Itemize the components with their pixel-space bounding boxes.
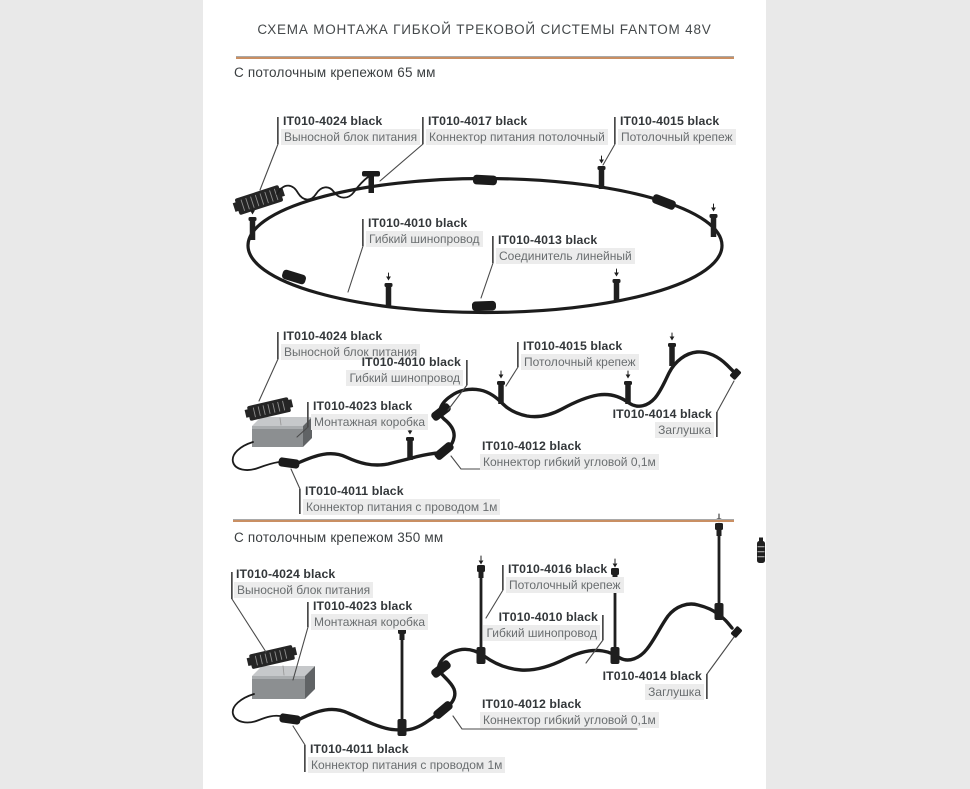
part-desc: Выносной блок питания	[281, 129, 420, 145]
diagram-wave-350	[231, 514, 765, 772]
part-desc: Гибкий шинопровод	[366, 231, 483, 247]
part-label-corner-connector	[480, 697, 659, 728]
part-desc: Коннектор гибкий угловой 0,1м	[480, 712, 659, 728]
part-code: IT010-4013 black	[498, 233, 598, 247]
part-desc: Потолочный крепеж	[521, 354, 639, 370]
part-desc: Соединитель линейный	[496, 248, 635, 264]
part-code: IT010-4017 black	[428, 114, 528, 128]
part-desc: Гибкий шинопровод	[483, 625, 600, 641]
divider-line	[233, 519, 734, 522]
part-desc: Монтажная коробка	[311, 414, 428, 430]
part-label-corner-connector	[480, 439, 659, 470]
part-code: IT010-4010 black	[498, 610, 598, 624]
part-label-ceiling-mount	[618, 114, 736, 145]
part-label-ceiling-connector	[426, 114, 608, 145]
part-code: IT010-4015 black	[620, 114, 720, 128]
part-label-mounting-box	[311, 399, 428, 430]
part-desc: Коннектор питания с проводом 1м	[303, 499, 500, 515]
part-label-mounting-box	[311, 599, 428, 630]
part-code: IT010-4010 black	[361, 355, 461, 369]
diagram-ellipse	[232, 117, 722, 313]
part-desc: Коннектор питания с проводом 1м	[308, 757, 505, 773]
part-code: IT010-4012 black	[482, 697, 582, 711]
part-code: IT010-4024 black	[283, 329, 383, 343]
part-label-end-cap	[601, 669, 704, 700]
part-label-power-connector	[308, 742, 505, 773]
part-code: IT010-4014 black	[602, 669, 702, 683]
part-label-linear-joint	[496, 233, 635, 264]
part-code: IT010-4023 black	[313, 399, 413, 413]
part-code: IT010-4011 black	[305, 484, 404, 498]
part-code: IT010-4015 black	[523, 339, 623, 353]
part-desc: Выносной блок питания	[281, 344, 420, 360]
part-label-flex-track	[483, 610, 600, 641]
part-label-power-connector	[303, 484, 500, 515]
part-desc: Выносной блок питания	[234, 582, 373, 598]
part-desc: Гибкий шинопровод	[346, 370, 463, 386]
part-code: IT010-4024 black	[236, 567, 336, 581]
part-code: IT010-4014 black	[612, 407, 712, 421]
part-desc: Коннектор питания потолочный	[426, 129, 608, 145]
divider-line	[236, 56, 734, 59]
part-code: IT010-4024 black	[283, 114, 383, 128]
part-label-power-supply	[234, 567, 373, 598]
page-title: СХЕМА МОНТАЖА ГИБКОЙ ТРЕКОВОЙ СИСТЕМЫ FANTOM 48V	[257, 22, 712, 37]
part-desc: Потолочный крепеж	[618, 129, 736, 145]
part-label-power-supply	[281, 114, 420, 145]
part-label-end-cap	[611, 407, 714, 438]
section-heading-65mm: С потолочным крепежом 65 мм	[234, 65, 436, 80]
section-heading-350mm: С потолочным крепежом 350 мм	[234, 530, 444, 545]
part-code: IT010-4016 black	[508, 562, 608, 576]
part-code: IT010-4010 black	[368, 216, 468, 230]
part-code: IT010-4023 black	[313, 599, 413, 613]
part-label-ceiling-mount	[521, 339, 639, 370]
part-label-flex-track	[366, 216, 483, 247]
part-label-flex-track	[346, 355, 463, 386]
part-desc: Коннектор гибкий угловой 0,1м	[480, 454, 659, 470]
part-desc: Заглушка	[655, 422, 714, 438]
part-desc: Потолочный крепеж	[506, 577, 624, 593]
part-code: IT010-4011 black	[310, 742, 409, 756]
part-desc: Монтажная коробка	[311, 614, 428, 630]
part-label-ceiling-mount	[506, 562, 624, 593]
part-code: IT010-4012 black	[482, 439, 582, 453]
part-desc: Заглушка	[645, 684, 704, 700]
ceiling-power-connector-icon	[362, 171, 380, 193]
flex-track-loop	[248, 179, 722, 313]
coupler-detail-icon	[757, 538, 765, 564]
